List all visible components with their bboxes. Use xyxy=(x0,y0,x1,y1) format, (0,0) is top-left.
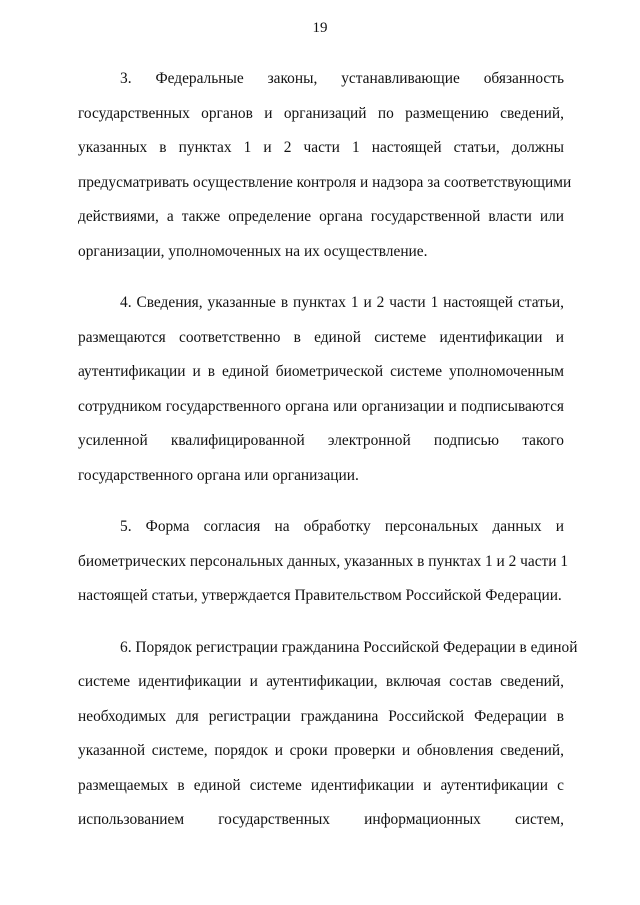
document-body xyxy=(78,62,578,855)
text-line: государственных органов и организаций по размещению сведений, xyxy=(78,104,564,122)
text-line: 5. Форма согласия на обработку персональных данных и xyxy=(120,518,564,535)
text-line: предусматривать осуществление контроля и надзора за соответствующими xyxy=(78,173,572,191)
text-line: государственного органа или организации. xyxy=(78,466,359,484)
text-line: сотрудником государственного органа или организации и подписываются xyxy=(78,397,564,415)
text-line: настоящей статьи, утверждается Правительством Российской Федерации. xyxy=(78,587,562,604)
text-line: усиленной квалифицированной электронной подписью такого xyxy=(78,432,564,449)
text-line: использованием государственных информационных систем, xyxy=(78,811,564,828)
text-line: 4. Сведения, указанные в пунктах 1 и 2 части 1 настоящей статьи, xyxy=(120,294,564,311)
text-line: указанных в пунктах 1 и 2 части 1 настоящей статьи, должны xyxy=(78,139,564,156)
paragraph-3 xyxy=(78,62,572,269)
text-line: 3. Федеральные законы, устанавливающие обязанность xyxy=(120,70,564,87)
text-line: необходимых для регистрации гражданина Российской Федерации в xyxy=(78,707,564,725)
paragraph-6 xyxy=(78,631,578,838)
paragraph-5 xyxy=(78,510,569,614)
text-line: организации, уполномоченных на их осуществление. xyxy=(78,242,428,260)
text-line: размещаемых в единой системе идентификации и аутентификации с xyxy=(78,776,564,794)
text-line: указанной системе, порядок и сроки проверки и обновления сведений, xyxy=(78,742,564,759)
page-number: 19 xyxy=(312,20,328,36)
text-line: аутентификации и в единой биометрической системе уполномоченным xyxy=(78,363,564,380)
paragraph-4 xyxy=(78,286,564,493)
text-line: размещаются соответственно в единой системе идентификации и xyxy=(78,328,564,346)
text-line: биометрических персональных данных, указанных в пунктах 1 и 2 части 1 xyxy=(78,552,569,570)
text-line: 6. Порядок регистрации гражданина Российской Федерации в единой xyxy=(120,638,578,656)
text-line: системе идентификации и аутентификации, включая состав сведений, xyxy=(78,673,564,690)
text-line: действиями, а также определение органа государственной власти или xyxy=(78,208,564,225)
